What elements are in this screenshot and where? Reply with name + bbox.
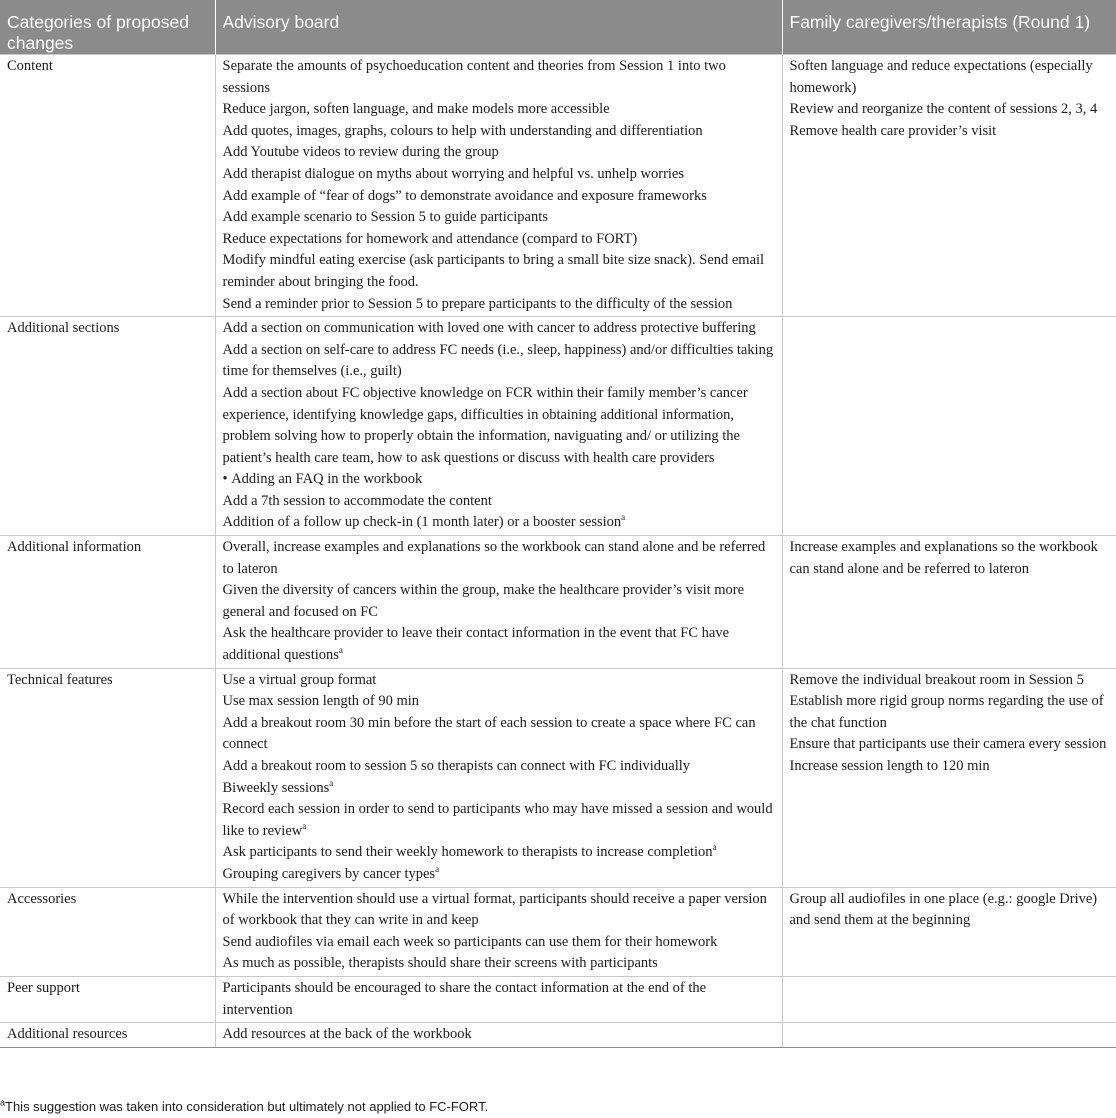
category-cell: Additional resources: [0, 1023, 215, 1048]
list-item: [790, 889, 1112, 932]
header-categories: Categories of proposed changes: [0, 0, 215, 55]
footnote-marker: a: [435, 864, 440, 875]
header-advisory-board: Advisory board: [215, 0, 782, 55]
item-text: As much as possible, therapists should share their screens with participants: [222, 955, 658, 972]
advisory-cell: [215, 668, 782, 887]
item-text: Send a reminder prior to Session 5 to prepare participants to the difficulty of the session: [222, 295, 733, 312]
item-text: Send audiofiles via email each week so participants can use them for their homework: [222, 933, 718, 950]
list-item: [223, 978, 777, 1021]
list-item: [223, 889, 777, 932]
table-row: [0, 668, 1116, 887]
table-row: [0, 55, 1116, 317]
category-cell: Technical features: [0, 668, 215, 887]
category-cell: Content: [0, 55, 215, 317]
item-text: Use a virtual group format: [222, 671, 377, 688]
item-text: Biweekly sessions: [222, 779, 330, 796]
item-text: Add Youtube videos to review during the group: [222, 144, 499, 161]
item-text: Review and reorganize the content of sessions 2, 3, 4: [789, 101, 1098, 118]
item-text: Add a breakout room 30 min before the start of each session to create a space where FC can connect: [222, 714, 756, 753]
table-row: [0, 1023, 1116, 1048]
item-text: Addition of a follow up check-in (1 month later) or a booster session: [222, 514, 622, 531]
category-cell: Additional sections: [0, 317, 215, 536]
list-item: [223, 318, 777, 340]
family-cell: [782, 536, 1116, 669]
item-text: Record each session in order to send to participants who may have missed a session and would like to review: [222, 801, 773, 839]
item-text: Ask participants to send their weekly homework to therapists to increase completion: [222, 844, 713, 861]
item-text: Add a section on communication with loved one with cancer to address protective buffering: [222, 320, 756, 337]
item-text: Separate the amounts of psychoeducation content and theories from Session 1 into two sessions: [222, 58, 726, 96]
family-cell: [782, 55, 1116, 317]
list-item: [223, 294, 777, 316]
list-item: [223, 580, 777, 623]
item-text: Participants should be encouraged to share the contact information at the end of the intervention: [222, 979, 707, 1018]
footnote-marker: a: [712, 842, 717, 853]
item-text: Reduce expectations for homework and attendance (compard to FORT): [222, 230, 638, 247]
footnote-marker: a: [621, 512, 626, 523]
item-text: Add a breakout room to session 5 so therapists can connect with FC individually: [222, 758, 691, 774]
list-item: [223, 799, 777, 842]
item-text: Adding an FAQ in the workbook: [231, 471, 423, 488]
list-item: [790, 537, 1112, 580]
list-item: [223, 670, 777, 692]
family-cell: [782, 668, 1116, 887]
category-cell: Accessories: [0, 887, 215, 976]
list-item: [790, 56, 1112, 99]
header-row: [0, 0, 1116, 55]
list-item: [790, 99, 1112, 121]
item-text: Add a section on self-care to address FC needs (i.e., sleep, happiness) and/or difficulties taking time for themselves (i.e., guilt): [222, 341, 774, 380]
list-item: [790, 121, 1112, 143]
item-text: Add therapist dialogue on myths about worrying and helpful vs. unhelp worries: [222, 165, 685, 182]
footnote-marker: a: [338, 645, 343, 656]
bullet-item: [223, 469, 777, 491]
list-item: [223, 250, 777, 293]
list-item: [790, 734, 1112, 756]
item-text: Reduce jargon, soften language, and make models more accessible: [222, 101, 610, 118]
item-text: Overall, increase examples and explanations so the workbook can stand alone and be referred to lateron: [222, 539, 766, 577]
list-item: [223, 164, 777, 186]
list-item: [223, 229, 777, 251]
item-text: Ask the healthcare provider to leave their contact information in the event that FC have additional questions: [222, 625, 730, 664]
item-text: Increase session length to 120 min: [789, 758, 990, 774]
item-text: Establish more rigid group norms regarding the use of the chat function: [789, 693, 1104, 731]
item-text: Add quotes, images, graphs, colours to help with understanding and differentiation: [222, 122, 703, 139]
list-item: [223, 537, 777, 580]
advisory-cell: [215, 1023, 782, 1048]
list-item: [223, 1024, 777, 1046]
item-text: Increase examples and explanations so the workbook can stand alone and be referred to lateron: [789, 539, 1098, 577]
table-row: [0, 976, 1116, 1022]
item-text: While the intervention should use a virtual format, participants should receive a paper version of workbook that they can write in and keep: [222, 890, 767, 929]
footnote-text: This suggestion was taken into consideration but ultimately not applied to FC-FORT.: [5, 1099, 489, 1114]
list-item: [223, 186, 777, 208]
item-text: Add a section about FC objective knowledge on FCR within their family member’s cancer experience, identifying knowledge gaps, difficulties in obtaining additional information, problem solving how to properly obtain the information, naviguating and/ or utilizing the patient’s health care team, how to ask questions or discuss with health care providers: [222, 384, 748, 466]
header-family-caregivers: Family caregivers/therapists (Round 1): [782, 0, 1116, 55]
list-item: [223, 340, 777, 383]
footnote-mark: a: [0, 1097, 6, 1108]
item-text: Soften language and reduce expectations (especially homework): [789, 58, 1093, 96]
list-item: [223, 713, 777, 756]
list-item: [223, 207, 777, 229]
list-item: [223, 142, 777, 164]
list-item: [223, 864, 777, 886]
footnote-marker: a: [302, 820, 307, 831]
list-item: [223, 756, 777, 778]
item-text: Ensure that participants use their camera every session: [789, 736, 1107, 753]
list-item: [223, 932, 777, 954]
list-item: [223, 56, 777, 99]
list-item: [223, 99, 777, 121]
list-item: [223, 778, 777, 800]
family-cell: [782, 317, 1116, 536]
category-cell: Additional information: [0, 536, 215, 669]
list-item: [790, 670, 1112, 692]
list-item: [223, 491, 777, 513]
list-item: [223, 623, 777, 666]
list-item: [223, 121, 777, 143]
advisory-cell: [215, 887, 782, 976]
list-item: [223, 383, 777, 469]
item-text: Add example scenario to Session 5 to guide participants: [222, 209, 548, 226]
list-item: [223, 842, 777, 864]
advisory-cell: [215, 55, 782, 317]
item-text: Modify mindful eating exercise (ask participants to bring a small bite size snack). Send email reminder about bringing the food.: [222, 252, 765, 290]
table-row: [0, 887, 1116, 976]
category-cell: Peer support: [0, 976, 215, 1022]
list-item: [790, 756, 1112, 778]
item-text: Remove the individual breakout room in Session 5: [789, 671, 1084, 688]
item-text: Add example of “fear of dogs” to demonstrate avoidance and exposure frameworks: [222, 187, 707, 204]
footnote-marker: a: [329, 777, 334, 788]
list-item: [223, 512, 777, 534]
family-cell: [782, 887, 1116, 976]
table-footnote: [0, 1099, 488, 1115]
advisory-cell: [215, 536, 782, 669]
family-cell: [782, 1023, 1116, 1048]
list-item: [223, 691, 777, 713]
advisory-cell: [215, 976, 782, 1022]
table-header: [0, 0, 1116, 55]
family-cell: [782, 976, 1116, 1022]
item-text: Group all audiofiles in one place (e.g.: google Drive) and send them at the beginning: [789, 890, 1098, 929]
item-text: Add resources at the back of the workbook: [222, 1026, 472, 1043]
item-text: Remove health care provider’s visit: [789, 122, 997, 139]
advisory-cell: [215, 317, 782, 536]
list-item: [790, 691, 1112, 734]
table-row: [0, 536, 1116, 669]
item-text: Grouping caregivers by cancer types: [222, 865, 436, 882]
table-body: [0, 55, 1116, 1048]
item-text: Add a 7th session to accommodate the content: [222, 492, 492, 509]
table-row: [0, 317, 1116, 536]
item-text: Use max session length of 90 min: [222, 693, 420, 710]
list-item: [223, 953, 777, 975]
item-text: Given the diversity of cancers within the group, make the healthcare provider’s visit more general and focused on FC: [222, 582, 745, 620]
